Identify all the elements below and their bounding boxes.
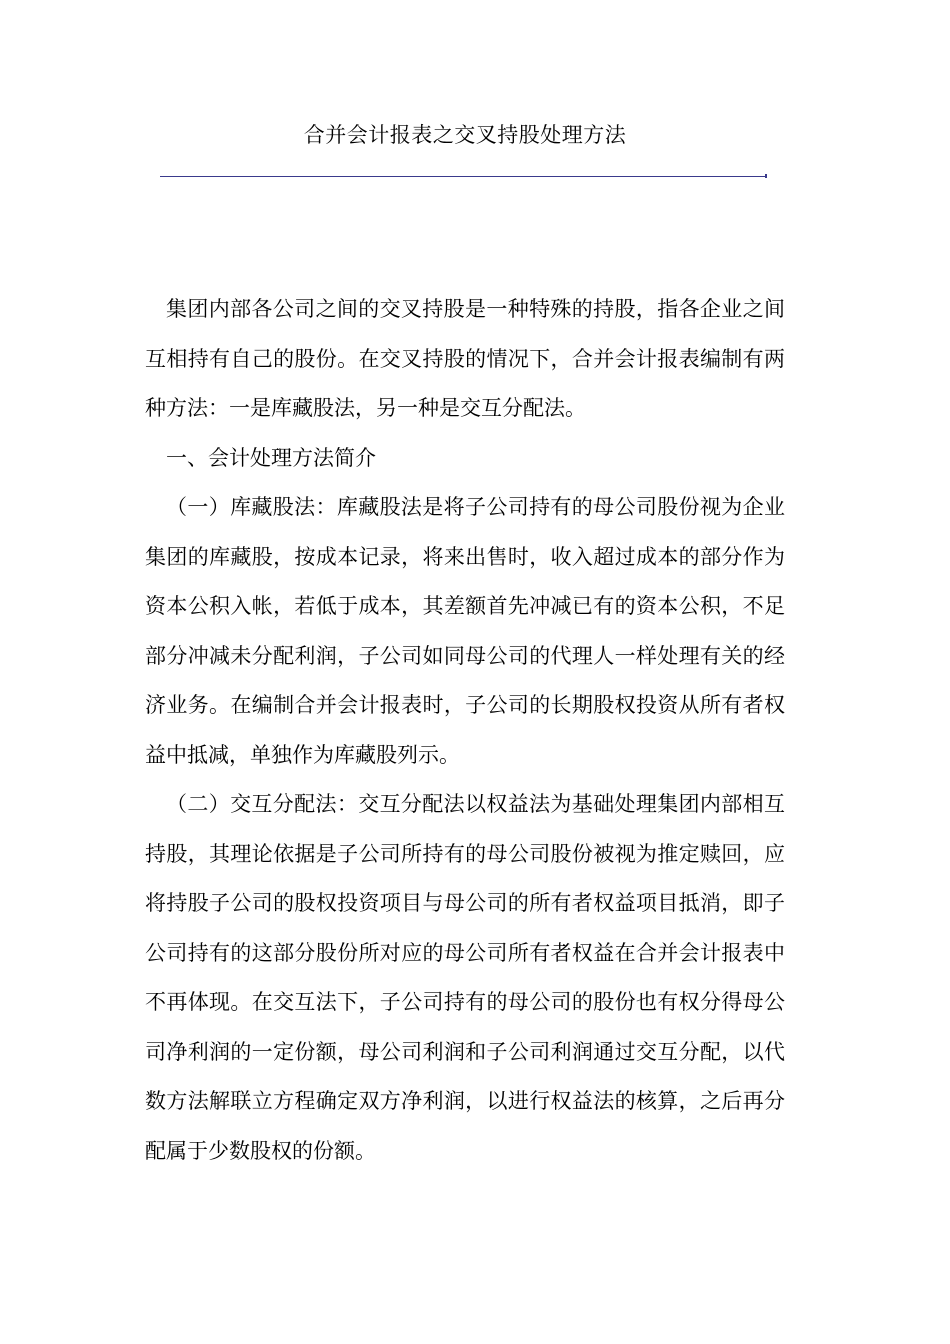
- title-underline-end-mark: [765, 174, 767, 178]
- document-body: [145, 285, 785, 1176]
- paragraph-intro: 集团内部各公司之间的交叉持股是一种特殊的持股，指各企业之间互相持有自己的股份。在交叉持股的情况下，合并会计报表编制有两种方法：一是库藏股法，另一种是交互分配法。: [145, 297, 785, 420]
- document-title: 合并会计报表之交叉持股处理方法: [303, 123, 627, 147]
- paragraph-reciprocal-allocation-method: （二）交互分配法：交互分配法以权益法为基础处理集团内部相互持股，其理论依据是子公司所持有的母公司股份被视为推定赎回，应将持股子公司的股权投资项目与母公司的所有者权益项目抵消，即子公司持有的这部分股份所对应的母公司所有者权益在合并会计报表中不再体现。在交互法下，子公司持有的母公司的股份也有权分得母公司净利润的一定份额，母公司利润和子公司利润通过交互分配，以代数方法解联立方程确定双方净利润，以进行权益法的核算，之后再分配属于少数股权的份额。: [145, 792, 785, 1163]
- section-heading-1: 一、会计处理方法简介: [166, 445, 376, 470]
- title-underline: [160, 176, 766, 177]
- paragraph-treasury-stock-method: （一）库藏股法：库藏股法是将子公司持有的母公司股份视为企业集团的库藏股，按成本记录，将来出售时，收入超过成本的部分作为资本公积入帐，若低于成本，其差额首先冲减已有的资本公积，不足部分冲减未分配利润，子公司如同母公司的代理人一样处理有关的经济业务。在编制合并会计报表时，子公司的长期股权投资从所有者权益中抵减，单独作为库藏股列示。: [145, 495, 785, 767]
